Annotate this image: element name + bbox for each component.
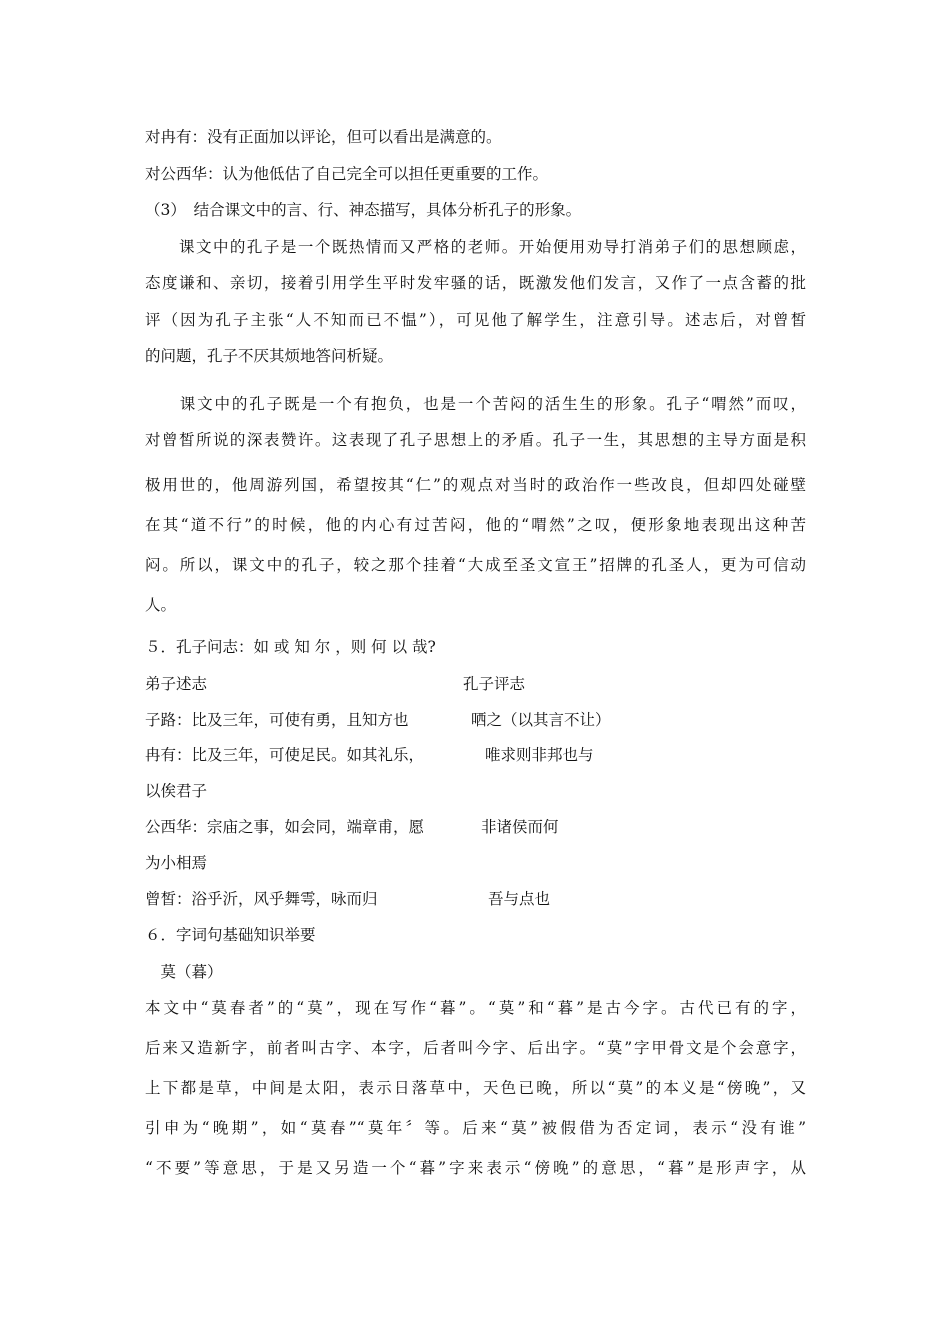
paragraph-line: 课文中的孔子既是一个有抱负，也是一个苦闷的活生生的形象。孔子“喟然”而叹， <box>145 395 806 413</box>
subheading: 莫（暮） <box>145 963 223 981</box>
paragraph-line: 人。 <box>145 596 177 614</box>
paragraph-line: 闷。所以，课文中的孔子，较之那个挂着“大成至圣文宣王”招牌的孔圣人，更为可信动 <box>145 556 806 574</box>
table-row-continuation: 以俟君子 <box>145 782 208 800</box>
paragraph-line: 上下都是草，中间是太阳，表示日落草中，天色已晚，所以“莫”的本义是“傍晚”，又 <box>145 1079 806 1097</box>
paragraph-line: 引申为“晚期”，如“莫春”“莫年〞等。后来“莫”被假借为否定词，表示“没有谁” <box>145 1119 806 1137</box>
paragraph-line: 后来又造新字，前者叫古字、本字，后者叫今字、后出字。“莫”字甲骨文是个会意字， <box>145 1039 806 1057</box>
table-row-left: 子路：比及三年，可使有勇，且知方也 <box>145 711 409 729</box>
section-heading-5: ５．孔子问志：如 或 知 尔 ，则 何 以 哉? <box>145 638 436 656</box>
paragraph-line: 极用世的，他周游列国，希望按其“仁”的观点对当时的政治作一些改良，但却四处碰壁 <box>145 476 806 494</box>
table-row-right: 吾与点也 <box>488 890 551 908</box>
question-3: （3） 结合课文中的言、行、神态描写，具体分析孔子的形象。 <box>145 201 582 219</box>
text-line: 对公西华：认为他低估了自己完全可以担任更重要的工作。 <box>145 165 549 183</box>
table-row-left: 冉有：比及三年，可使足民。如其礼乐， <box>145 746 425 764</box>
paragraph-line: 课文中的孔子是一个既热情而又严格的老师。开始便用劝导打消弟子们的思想顾虑， <box>145 238 806 256</box>
paragraph-line: 对曾皙所说的深表赞许。这表现了孔子思想上的矛盾。孔子一生，其思想的主导方面是积 <box>145 431 806 449</box>
table-row-left: 曾皙：浴乎沂，风乎舞雩，咏而归 <box>145 890 378 908</box>
section-heading-6: ６．字词句基础知识举要 <box>145 926 316 944</box>
table-row-right: 哂之（以其言不让） <box>471 711 611 729</box>
paragraph-line: 评（因为孔子主张“人不知而已不愠”），可见他了解学生，注意引导。述志后，对曾皙 <box>145 311 806 329</box>
paragraph-line: 态度谦和、亲切，接着引用学生平时发牢骚的话，既激发他们发言，又作了一点含蓄的批 <box>145 274 806 292</box>
table-header-left: 弟子述志 <box>145 675 208 693</box>
table-row-left: 公西华：宗庙之事，如会同，端章甫，愿 <box>145 818 425 836</box>
table-header-right: 孔子评志 <box>463 675 526 693</box>
text-line: 对冉有：没有正面加以评论，但可以看出是满意的。 <box>145 128 502 146</box>
table-row-right: 唯求则非邦也与 <box>485 746 594 764</box>
paragraph-line: “不要”等意思，于是又另造一个“暮”字来表示“傍晚”的意思，“暮”是形声字，从 <box>145 1159 806 1177</box>
paragraph-line: 本文中“莫春者”的“莫”，现在写作“暮”。“莫”和“暮”是古今字。古代已有的字， <box>145 999 806 1017</box>
table-row-right: 非诸侯而何 <box>481 818 559 836</box>
table-row-continuation: 为小相焉 <box>145 854 208 872</box>
paragraph-line: 在其“道不行”的时候，他的内心有过苦闷，他的“喟然”之叹，便形象地表现出这种苦 <box>145 516 806 534</box>
paragraph-line: 的问题，孔子不厌其烦地答问析疑。 <box>145 347 394 365</box>
